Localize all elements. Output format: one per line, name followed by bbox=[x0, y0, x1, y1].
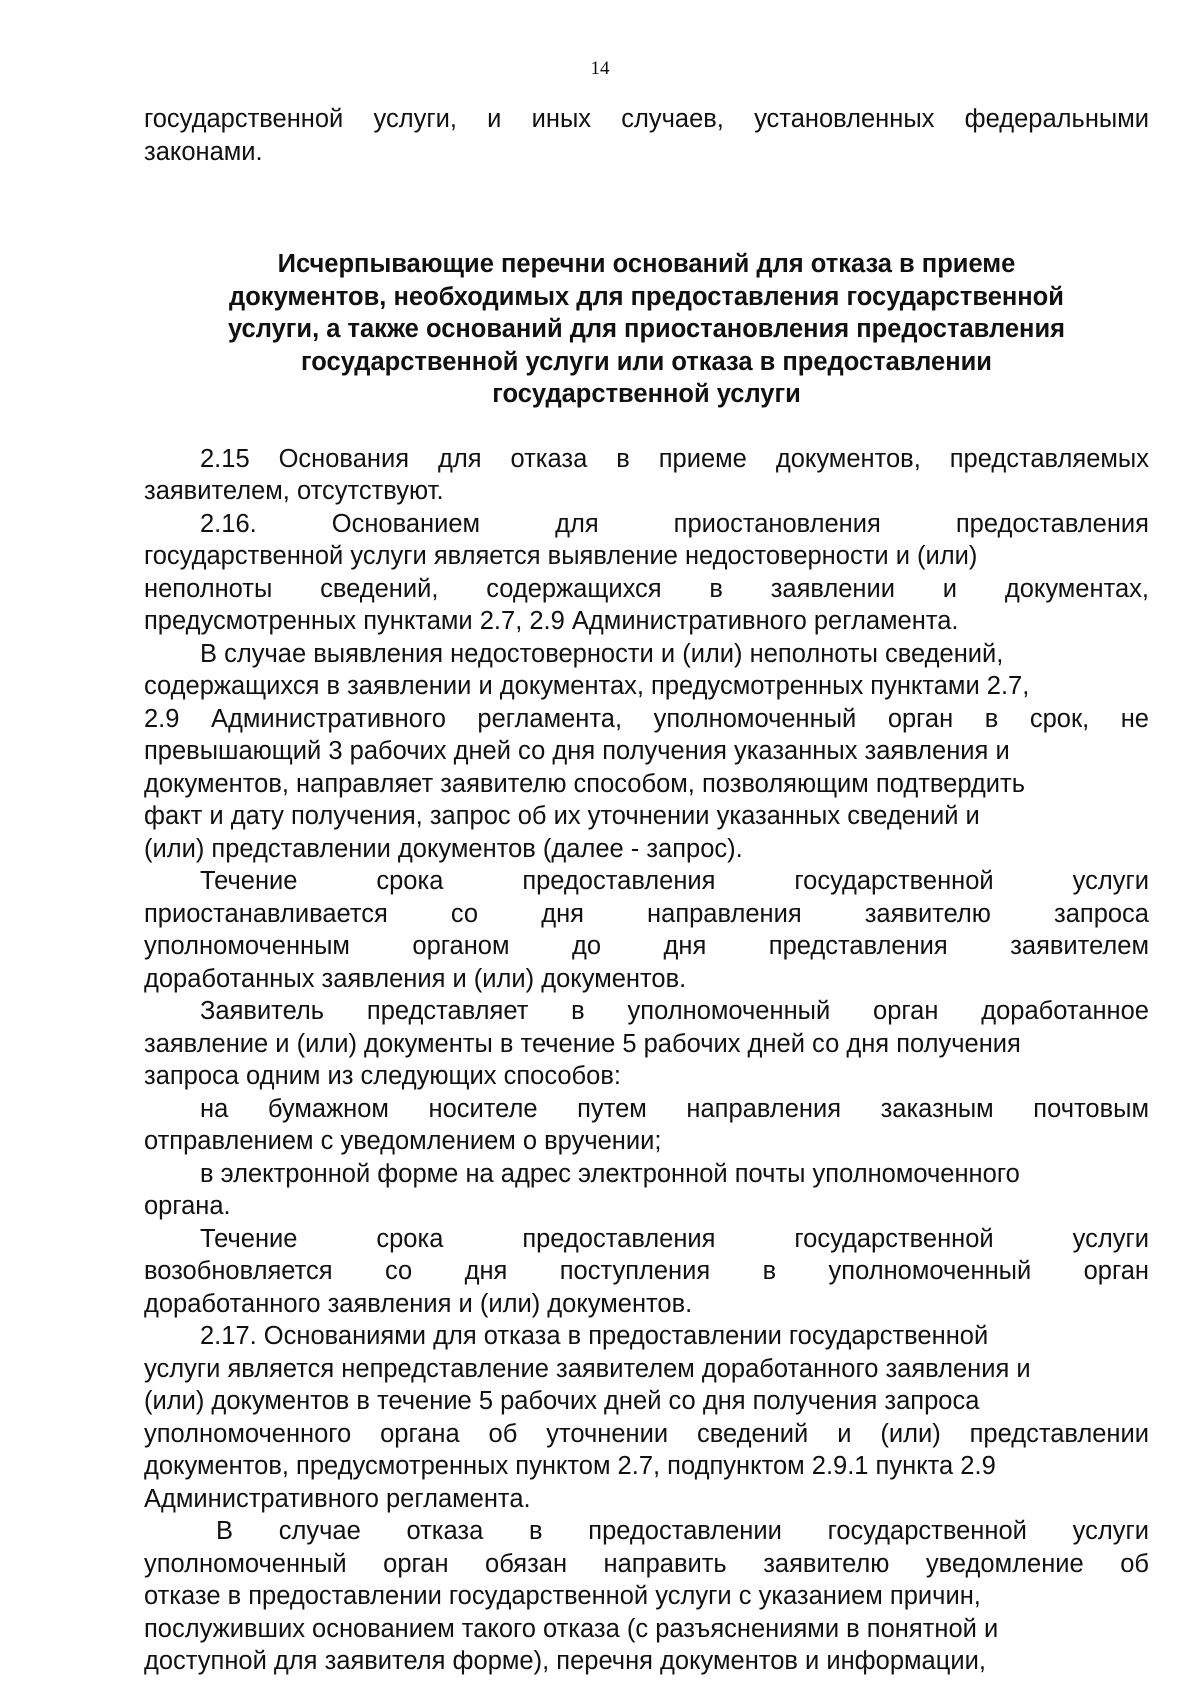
text-line: доступной для заявителя форме), перечня документов и информации, bbox=[144, 1647, 986, 1675]
text-line: 2.9 Административного регламента, уполномоченный орган в срок, не bbox=[144, 704, 1149, 733]
text-line: документов, предусмотренных пунктом 2.7, подпунктом 2.9.1 пункта 2.9 bbox=[144, 1452, 996, 1480]
text-line: (или) представлении документов (далее - запрос). bbox=[144, 834, 743, 863]
text-line: превышающий 3 рабочих дней со дня получения указанных заявления и bbox=[144, 737, 1010, 765]
text-line: содержащихся в заявлении и документах, предусмотренных пунктами 2.7, bbox=[144, 672, 1030, 700]
heading-line: услуги, а также оснований для приостановления предоставления bbox=[228, 315, 1065, 343]
text-line: В случае выявления недостоверности и (или) неполноты сведений, bbox=[200, 639, 1004, 668]
text-line: факт и дату получения, запрос об их уточнении указанных сведений и bbox=[144, 802, 980, 830]
text-line: послуживших основанием такого отказа (с разъяснениями в понятной и bbox=[144, 1614, 999, 1643]
heading-line: государственной услуги или отказа в предоставлении bbox=[301, 347, 992, 376]
text-line: предусмотренных пунктами 2.7, 2.9 Административного регламента. bbox=[144, 607, 959, 635]
text-line: органа. bbox=[144, 1192, 231, 1220]
text-line: документов, направляет заявителю способом, позволяющим подтвердить bbox=[144, 769, 1026, 798]
text-line: отказе в предоставлении государственной услуги с указанием причин, bbox=[144, 1582, 981, 1610]
text-line: Заявитель представляет в уполномоченный орган доработанное bbox=[200, 997, 1149, 1025]
text-line: приостанавливается со дня направления заявителю запроса bbox=[144, 899, 1149, 928]
text-line: государственной услуги, и иных случаев, установленных федеральными bbox=[144, 105, 1149, 133]
text-line: законами. bbox=[144, 137, 263, 166]
text-line: уполномоченного органа об уточнении сведений и (или) представлении bbox=[144, 1419, 1149, 1448]
text-line: уполномоченным органом до дня представления заявителем bbox=[144, 932, 1149, 960]
text-line: неполноты сведений, содержащихся в заявлении и документах, bbox=[144, 574, 1149, 603]
text-line: отправлением с уведомлением о вручении; bbox=[144, 1127, 662, 1155]
document-body bbox=[144, 103, 1149, 1678]
text-line: 2.15 Основания для отказа в приеме документов, представляемых bbox=[200, 444, 1149, 473]
text-line: заявителем, отсутствуют. bbox=[144, 477, 444, 505]
text-line: 2.16. Основанием для приостановления предоставления bbox=[200, 509, 1149, 538]
heading-line: государственной услуги bbox=[492, 380, 801, 408]
text-line: В случае отказа в предоставлении государственной услуги bbox=[216, 1517, 1149, 1545]
heading-line: документов, необходимых для предоставления государственной bbox=[229, 282, 1064, 311]
section-heading bbox=[144, 248, 1149, 411]
heading-line: Исчерпывающие перечни оснований для отказа в приеме bbox=[277, 250, 1016, 278]
text-line: услуги является непредставление заявителем доработанного заявления и bbox=[144, 1354, 1031, 1383]
text-line: запроса одним из следующих способов: bbox=[144, 1062, 621, 1090]
text-line: (или) документов в течение 5 рабочих дней со дня получения запроса bbox=[144, 1387, 980, 1415]
text-line: заявление и (или) документы в течение 5 рабочих дней со дня получения bbox=[144, 1029, 1021, 1058]
text-line: государственной услуги является выявление недостоверности и (или) bbox=[144, 542, 978, 570]
page-number: 14 bbox=[590, 58, 610, 79]
text-line: Административного регламента. bbox=[144, 1484, 531, 1513]
text-line: Течение срока предоставления государственной услуги bbox=[200, 1224, 1149, 1253]
text-line: доработанного заявления и (или) документов. bbox=[144, 1289, 693, 1318]
text-line: Течение срока предоставления государственной услуги bbox=[200, 867, 1149, 895]
text-line: в электронной форме на адрес электронной почты уполномоченного bbox=[200, 1159, 1020, 1188]
text-line: на бумажном носителе путем направления заказным почтовым bbox=[200, 1094, 1149, 1123]
text-line: возобновляется со дня поступления в уполномоченный орган bbox=[144, 1257, 1149, 1285]
text-line: 2.17. Основаниями для отказа в предоставлении государственной bbox=[200, 1322, 989, 1350]
text-line: уполномоченный орган обязан направить заявителю уведомление об bbox=[144, 1549, 1149, 1578]
text-line: доработанных заявления и (или) документов. bbox=[144, 964, 687, 993]
